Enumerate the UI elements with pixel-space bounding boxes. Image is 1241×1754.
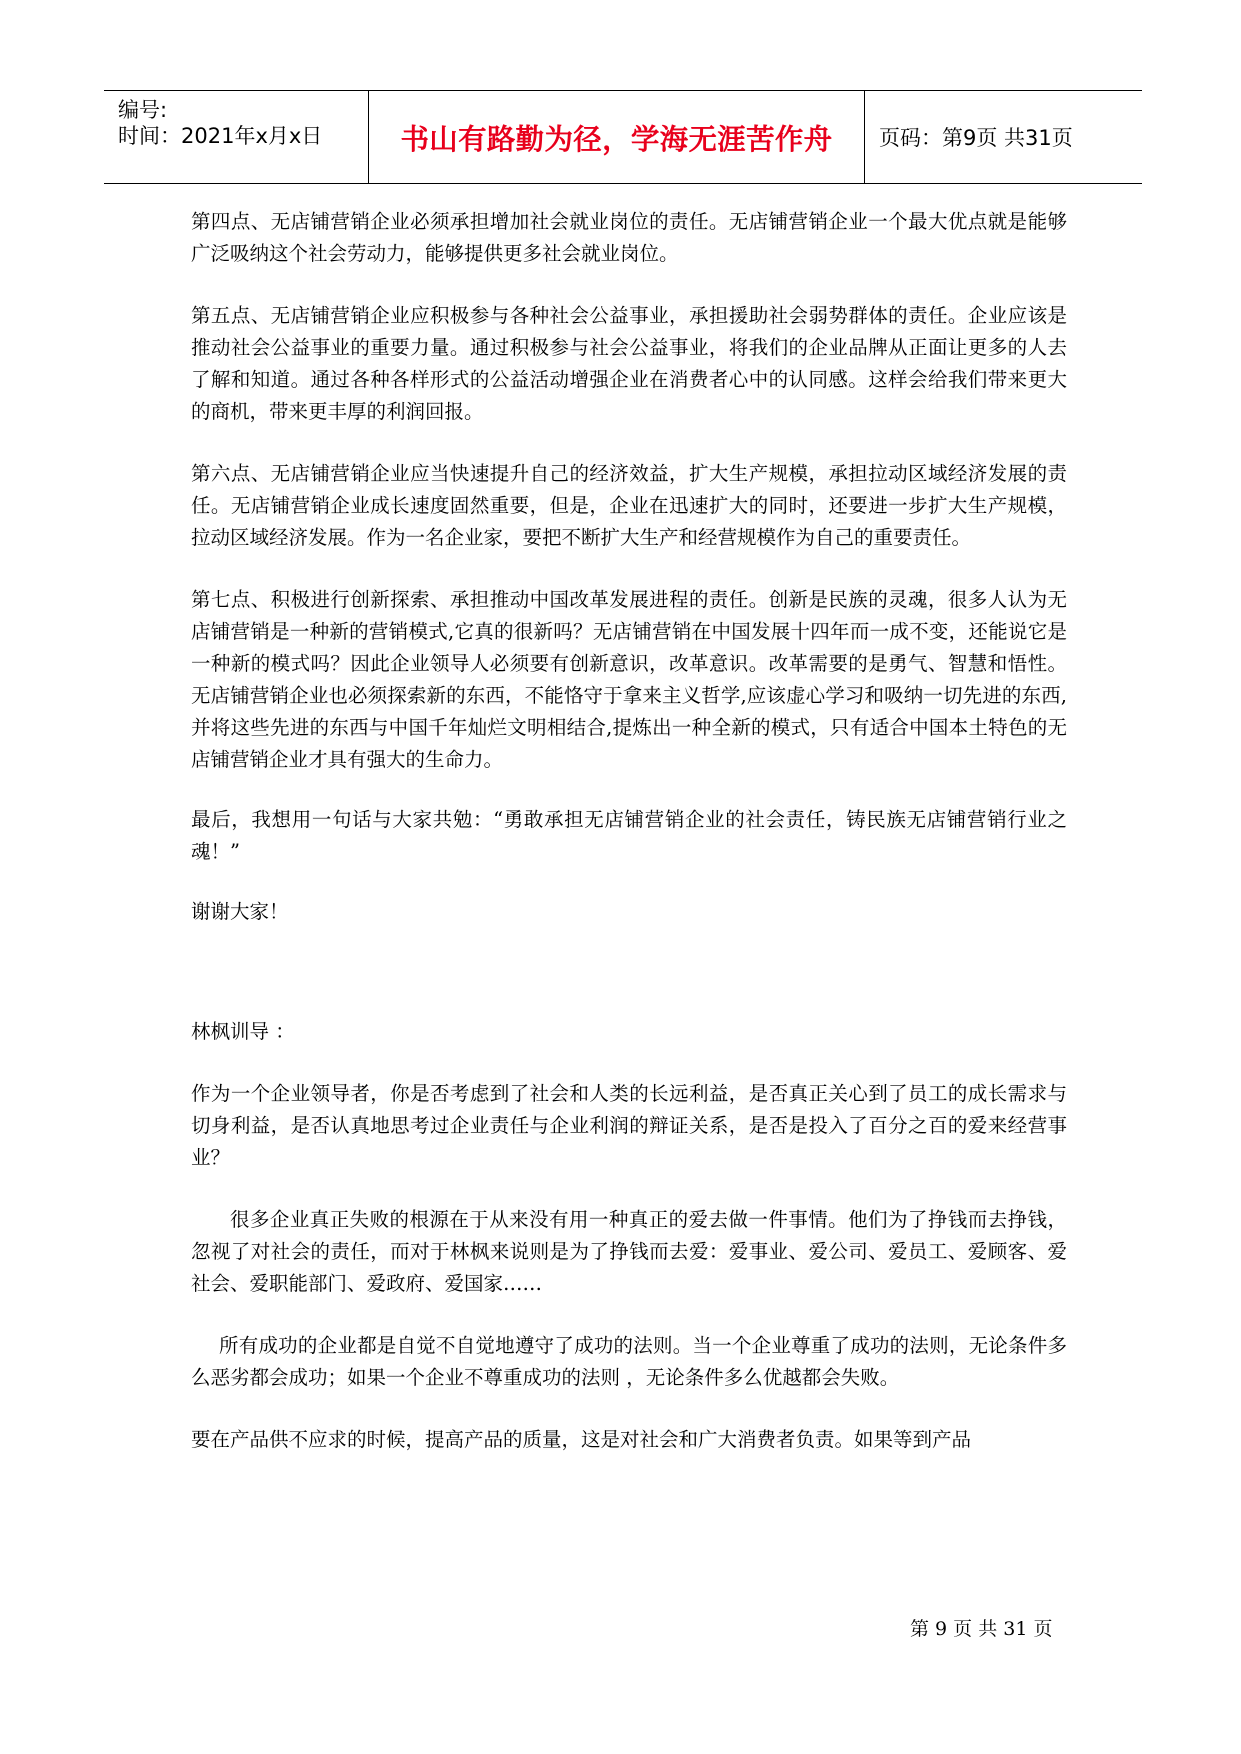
header-page-cell bbox=[865, 91, 1142, 183]
motto-text: 书山有路勤为径，学海无涯苦作舟 bbox=[400, 121, 833, 156]
paragraph-point-five: 第五点、无店铺营销企业应积极参与各种社会公益事业，承担援助社会弱势群体的责任。企业应该是推动社会公益事业的重要力量。通过积极参与社会公益事业，将我们的企业品牌从正面让更多的人去了解和知道。通过各种各样形式的公益活动增强企业在消费者心中的认同感。这样会给我们带来更大的商机，带来更丰厚的利润回报。 bbox=[191, 304, 1067, 423]
serial-number-label: 编号: bbox=[118, 98, 168, 122]
paragraph-closing: 最后，我想用一句话与大家共勉：“勇敢承担无店铺营销企业的社会责任，铸民族无店铺营销行业之魂！” bbox=[191, 808, 1067, 863]
document-header bbox=[104, 90, 1142, 184]
header-meta-cell bbox=[104, 91, 369, 183]
time-label: 时间：2021年x月x日 bbox=[118, 124, 323, 148]
document-body bbox=[191, 206, 1067, 1486]
paragraph-point-four: 第四点、无店铺营销企业必须承担增加社会就业岗位的责任。无店铺营销企业一个最大优点就是能够广泛吸纳这个社会劳动力，能够提供更多社会就业岗位。 bbox=[191, 210, 1067, 265]
paragraph-point-six: 第六点、无店铺营销企业应当快速提升自己的经济效益，扩大生产规模，承担拉动区域经济发展的责任。无店铺营销企业成长速度固然重要，但是，企业在迅速扩大的同时，还要进一步扩大生产规模，拉动区域经济发展。作为一名企业家，要把不断扩大生产和经营规模作为自己的重要责任。 bbox=[191, 462, 1067, 549]
paragraph-failure-root: 很多企业真正失败的根源在于从来没有用一种真正的爱去做一件事情。他们为了挣钱而去挣钱，忽视了对社会的责任，而对于林枫来说则是为了挣钱而去爱：爱事业、爱公司、爱员工、爱顾客、爱社会、爱职能部门、爱政府、爱国家…… bbox=[191, 1208, 1067, 1295]
paragraph-leader-question: 作为一个企业领导者，你是否考虑到了社会和人类的长远利益，是否真正关心到了员工的成长需求与切身利益，是否认真地思考过企业责任与企业利润的辩证关系，是否是投入了百分之百的爱来经营事业？ bbox=[191, 1082, 1067, 1169]
paragraph-thanks: 谢谢大家！ bbox=[191, 900, 289, 923]
header-motto-cell bbox=[369, 91, 865, 183]
page-footer: 第 9 页 共 31 页 bbox=[910, 1618, 1053, 1640]
paragraph-point-seven: 第七点、积极进行创新探索、承担推动中国改革发展进程的责任。创新是民族的灵魂，很多人认为无店铺营销是一种新的营销模式,它真的很新吗？无店铺营销在中国发展十四年而一成不变，还能说它是一种新的模式吗？因此企业领导人必须要有创新意识，改革意识。改革需要的是勇气、智慧和悟性。无店铺营销企业也必须探索新的东西，不能恪守于拿来主义哲学,应该虚心学习和吸纳一切先进的东西,并将这些先进的东西与中国千年灿烂文明相结合,提炼出一种全新的模式，只有适合中国本土特色的无店铺营销企业才具有强大的生命力。 bbox=[191, 588, 1067, 771]
paragraph-success-rules: 所有成功的企业都是自觉不自觉地遵守了成功的法则。当一个企业尊重了成功的法则，无论条件多么恶劣都会成功；如果一个企业不尊重成功的法则 ，无论条件多么优越都会失败。 bbox=[191, 1334, 1067, 1389]
section-heading-linfeng: 林枫训导 ： bbox=[191, 1020, 295, 1043]
spacer bbox=[191, 958, 1067, 1016]
paragraph-product-quality: 要在产品供不应求的时候，提高产品的质量，这是对社会和广大消费者负责。如果等到产品 bbox=[191, 1428, 972, 1451]
page-info: 页码：第9页 共31页 bbox=[879, 126, 1073, 150]
